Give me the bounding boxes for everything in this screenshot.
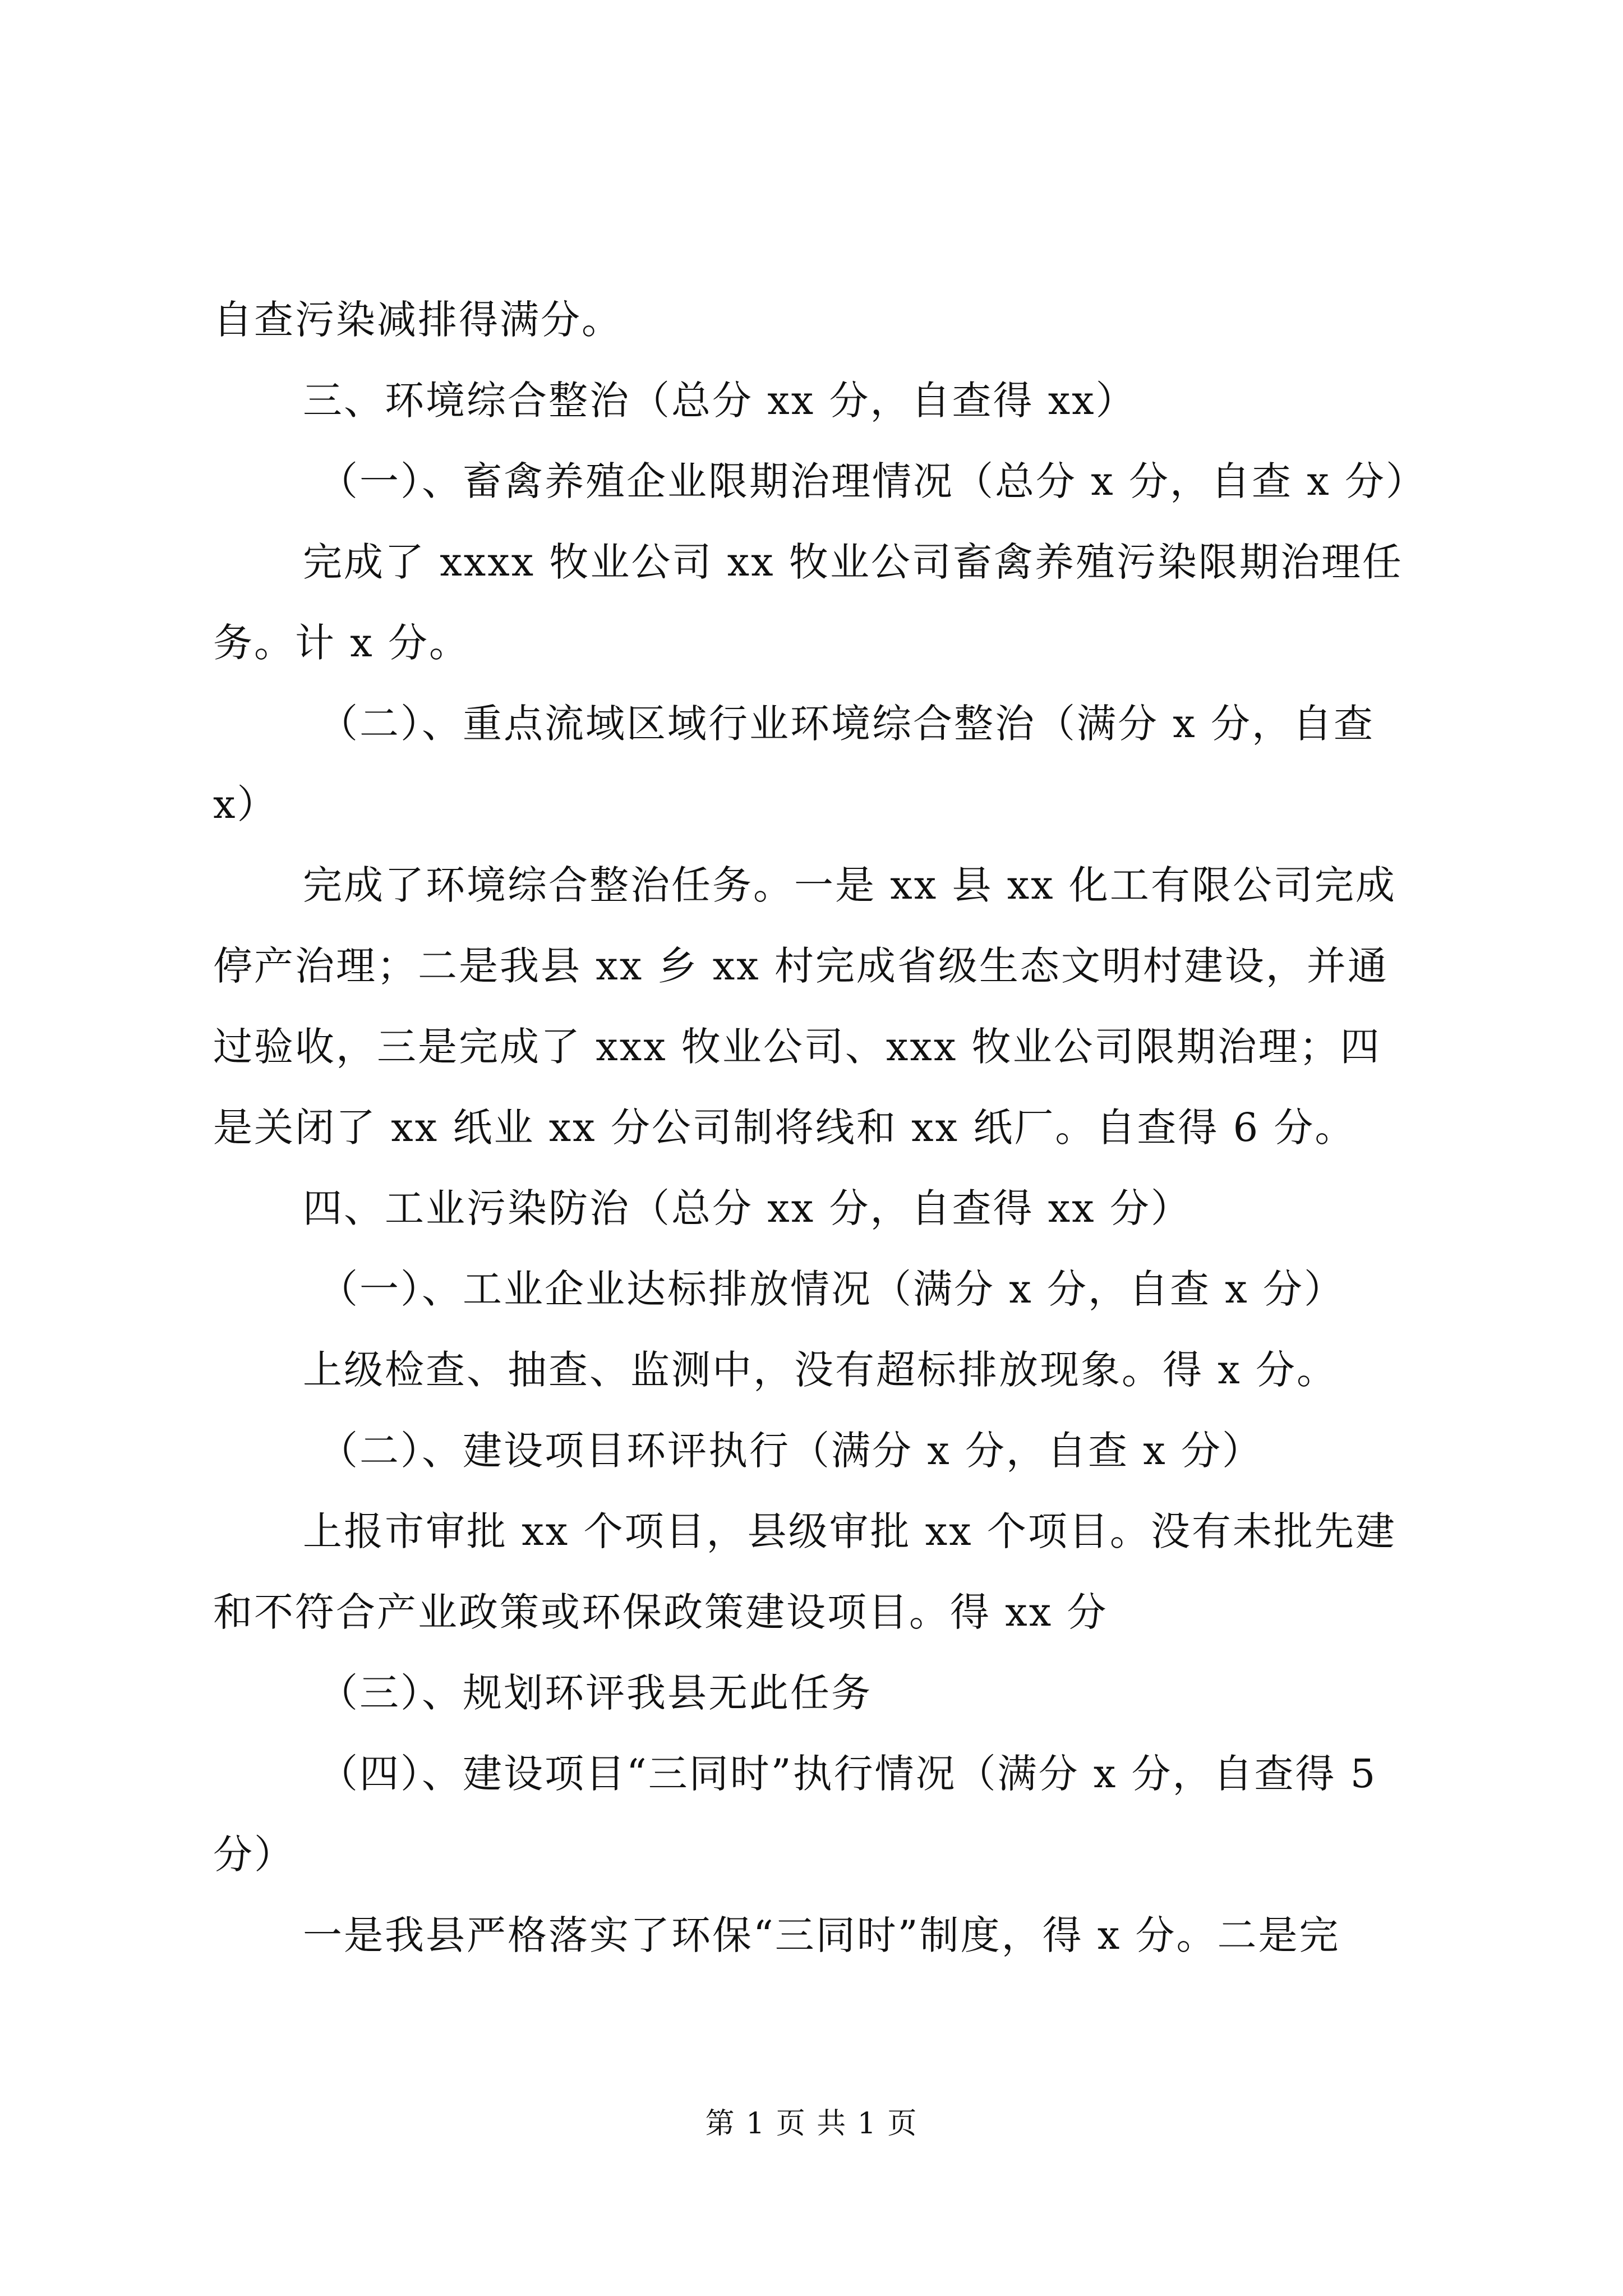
text-line: 完成了环境综合整治任务。一是 xx 县 xx 化工有限公司完成 <box>303 862 1396 908</box>
text-line: x） <box>213 781 278 827</box>
text-line: 务。计 x 分。 <box>213 620 470 666</box>
page-footer: 第 1 页 共 1 页 <box>705 2107 918 2141</box>
text-line: 是关闭了 xx 纸业 xx 分公司制将线和 xx 纸厂。自查得 6 分。 <box>213 1105 1356 1151</box>
text-line: 上报市审批 xx 个项目，县级审批 xx 个项目。没有未批先建 <box>303 1508 1396 1554</box>
text-line: 四、工业污染防治（总分 xx 分，自查得 xx 分） <box>303 1185 1192 1231</box>
document-body <box>213 279 1427 1976</box>
text-line: （一）、畜禽养殖企业限期治理情况（总分 x 分，自查 x 分） <box>319 458 1427 504</box>
text-line: 三、环境综合整治（总分 xx 分，自查得 xx） <box>303 378 1137 424</box>
text-line: （一）、工业企业达标排放情况（满分 x 分，自查 x 分） <box>319 1266 1345 1312</box>
text-line: 和不符合产业政策或环保政策建设项目。得 xx 分 <box>213 1589 1108 1635</box>
text-line: 上级检查、抽查、监测中，没有超标排放现象。得 x 分。 <box>303 1347 1338 1393</box>
text-line: 一是我县严格落实了环保“三同时”制度，得 x 分。二是完 <box>303 1912 1340 1958</box>
text-line: （四）、建设项目“三同时”执行情况（满分 x 分，自查得 5 <box>319 1751 1377 1797</box>
text-line: 自查污染减排得满分。 <box>213 297 623 343</box>
text-line: 完成了 xxxx 牧业公司 xx 牧业公司畜禽养殖污染限期治理任 <box>303 539 1403 585</box>
text-line: 停产治理；二是我县 xx 乡 xx 村完成省级生态文明村建设，并通 <box>213 943 1389 989</box>
text-line: （三）、规划环评我县无此任务 <box>319 1670 872 1716</box>
text-line: 过验收，三是完成了 xxx 牧业公司、xxx 牧业公司限期治理；四 <box>213 1024 1381 1070</box>
text-line: （二）、重点流域区域行业环境综合整治（满分 x 分，自查 <box>319 701 1375 747</box>
text-line: 分） <box>213 1832 295 1878</box>
text-line: （二）、建设项目环评执行（满分 x 分，自查 x 分） <box>319 1428 1263 1474</box>
